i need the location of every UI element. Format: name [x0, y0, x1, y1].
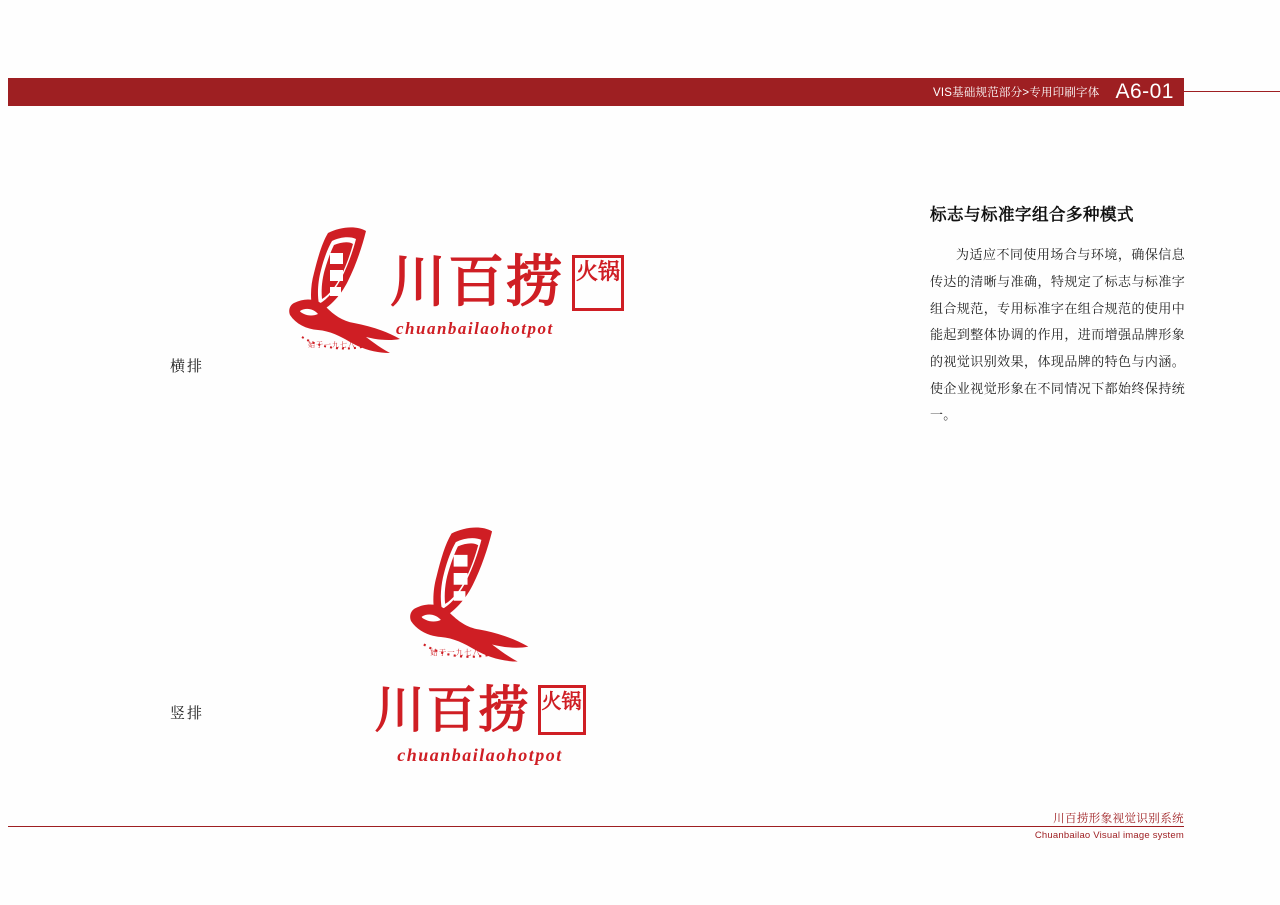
page-header-bar: [8, 78, 1184, 106]
wordmark-pinyin-vertical: chuanbailaohotpot: [397, 745, 563, 765]
wordmark-vertical: [355, 681, 605, 766]
wordmark-cn: 川百捞: [390, 250, 564, 315]
row-label-vertical: 竖排: [170, 705, 205, 722]
description-body: 为适应不同使用场合与环境，确保信息传达的清晰与准确，特规定了标志与标准字组合规范，专用标准字在组合规范的使用中能起到整体协调的作用，进而增强品牌形象的视觉识别效果，体现品牌的特色与内涵。使企业视觉形象在不同情况下都始终保持统一。: [930, 247, 1185, 423]
footer-block: [884, 810, 1184, 844]
description-title: 标志与标准字组合多种模式: [930, 206, 1134, 224]
footer-title-cn: 川百捞形象视觉识别系统: [1053, 813, 1184, 825]
wordmark-cn-vertical: 川百捞: [374, 681, 531, 739]
brand-mark-icon-vertical: [385, 525, 565, 685]
wordmark-horizontal: [390, 250, 624, 339]
breadcrumb: VIS基础规范部分>专用印刷字体: [933, 87, 1100, 99]
logo-lockup-horizontal: [270, 225, 660, 385]
svg-text:始于一九七八: 始于一九七八: [430, 648, 482, 658]
wordmark-boxed: 火锅: [572, 255, 624, 311]
footer-title-en: Chuanbailao Visual image system: [1034, 830, 1184, 842]
wordmark-boxed-vertical: 火锅: [538, 685, 586, 735]
page-code: A6-01: [1115, 80, 1174, 103]
svg-text:始于一九七八: 始于一九七八: [308, 341, 356, 349]
header-rule-right: [1184, 91, 1280, 92]
wordmark-pinyin: chuanbailaohotpot: [396, 319, 554, 338]
description-block: [930, 205, 1185, 429]
row-label-horizontal: 横排: [170, 358, 205, 375]
logo-lockup-vertical: [355, 525, 605, 780]
